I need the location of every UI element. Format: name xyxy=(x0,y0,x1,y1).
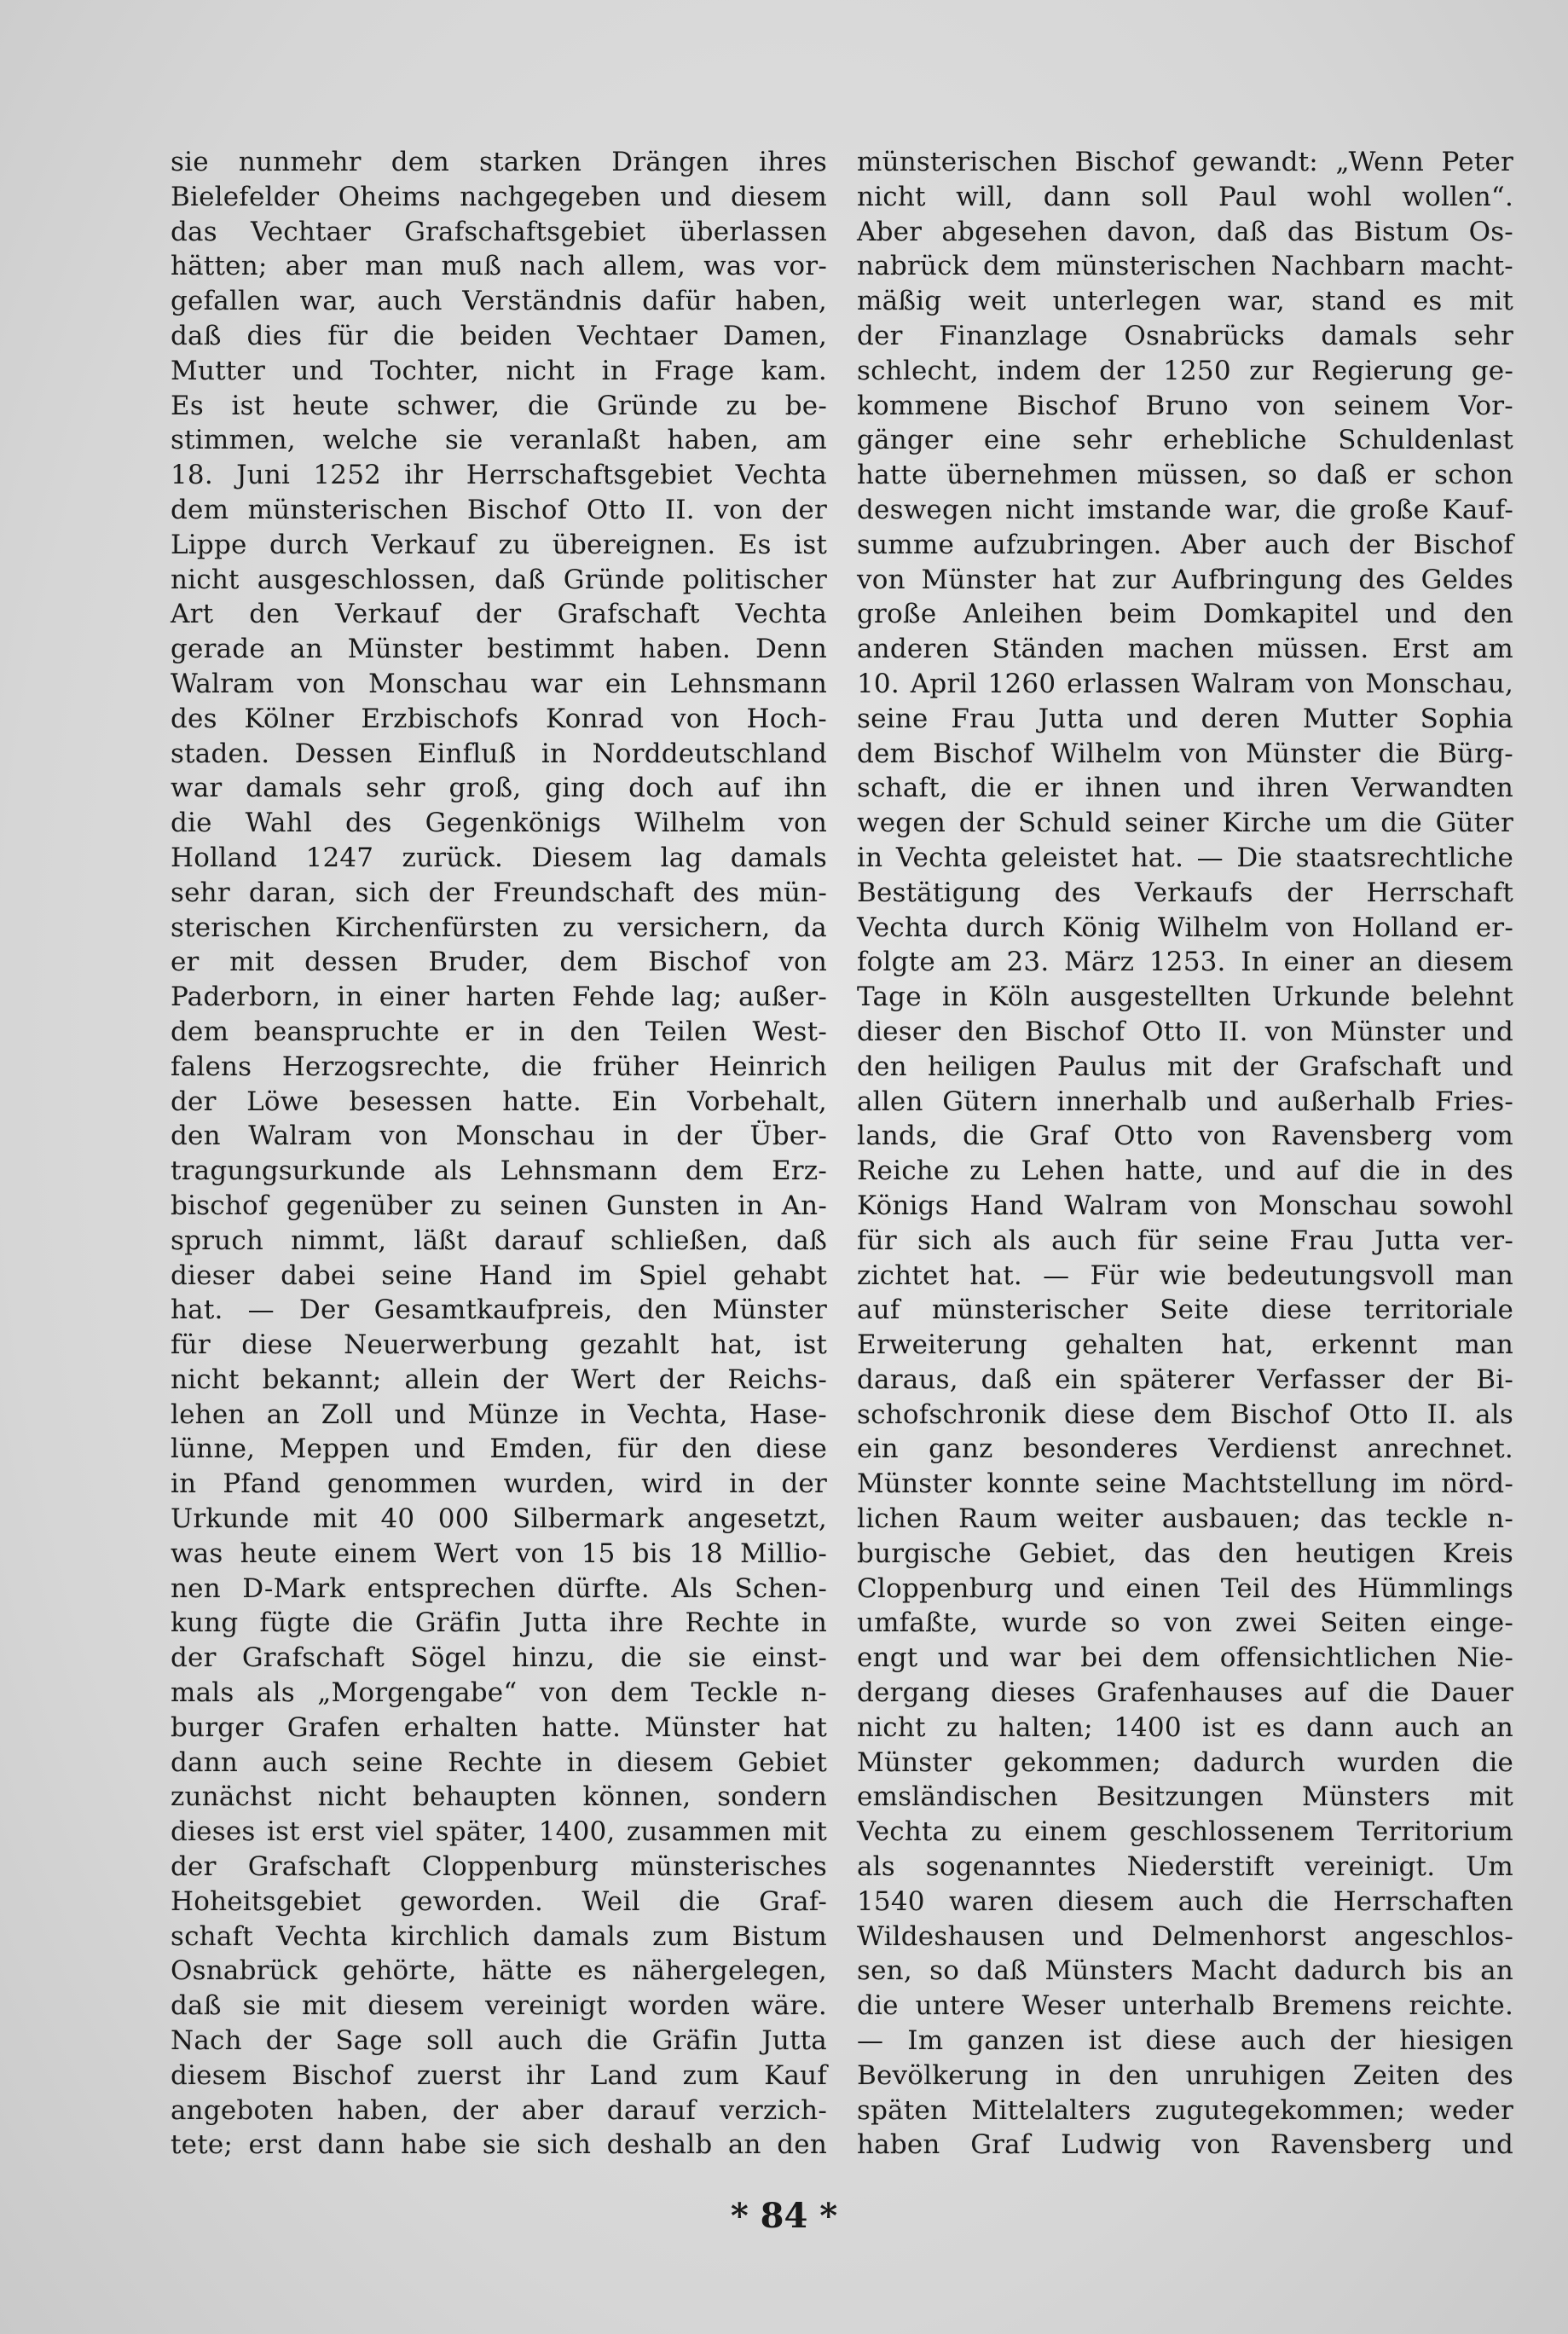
text-line: diesem Bischof zuerst ihr Land zum Kauf xyxy=(171,2059,827,2091)
text-line: gefallen war, auch Verständnis dafür haben, xyxy=(171,286,827,317)
text-line: staden. Dessen Einfluß in Norddeutschland xyxy=(171,738,827,769)
text-line: nen D-Mark entsprechen dürfte. Als Schen- xyxy=(171,1572,827,1604)
text-line: burger Grafen erhalten hatte. Münster hat xyxy=(171,1711,827,1743)
text-line: kung fügte die Gräfin Jutta ihre Rechte in xyxy=(171,1607,827,1639)
text-line: Königs Hand Walram von Monschau sowohl xyxy=(857,1190,1513,1221)
text-line: lands, die Graf Otto von Ravensberg vom xyxy=(857,1121,1513,1152)
text-line: hatte übernehmen müssen, so daß er schon xyxy=(857,460,1513,491)
text-column-right xyxy=(857,145,1513,2163)
text-line: späten Mittelalters zugutegekommen; weder xyxy=(857,2094,1513,2126)
text-line: schaft Vechta kirchlich damals zum Bistum xyxy=(171,1920,827,1952)
text-line: die Wahl des Gegenkönigs Wilhelm von xyxy=(171,808,827,839)
text-line: lichen Raum weiter ausbauen; das teckle n- xyxy=(857,1503,1513,1535)
text-line: das Vechtaer Grafschaftsgebiet überlassen xyxy=(171,216,827,247)
text-line: der Löwe besessen hatte. Ein Vorbehalt, xyxy=(171,1086,827,1117)
text-line: anderen Ständen machen müssen. Erst am xyxy=(857,634,1513,665)
text-line: schofschronik diese dem Bischof Otto II. als xyxy=(857,1399,1513,1430)
text-line: emsländischen Besitzungen Münsters mit xyxy=(857,1781,1513,1813)
text-line: münsterischen Bischof gewandt: „Wenn Peter xyxy=(857,147,1513,177)
text-line: dann auch seine Rechte in diesem Gebiet xyxy=(171,1746,827,1778)
text-line: er mit dessen Bruder, dem Bischof von xyxy=(171,947,827,978)
text-line: dem beanspruchte er in den Teilen West- xyxy=(171,1016,827,1047)
text-line: Lippe durch Verkauf zu übereignen. Es ist xyxy=(171,529,827,560)
text-line: dieser dabei seine Hand im Spiel gehabt xyxy=(171,1260,827,1291)
text-line: Vechta durch König Wilhelm von Holland er- xyxy=(857,912,1513,943)
text-line: mäßig weit unterlegen war, stand es mit xyxy=(857,286,1513,317)
text-line: gänger eine sehr erhebliche Schuldenlast xyxy=(857,425,1513,456)
text-line: burgische Gebiet, das den heutigen Kreis xyxy=(857,1538,1513,1569)
text-line: nicht bekannt; allein der Wert der Reichs- xyxy=(171,1364,827,1395)
text-line: nicht zu halten; 1400 ist es dann auch an xyxy=(857,1711,1513,1743)
text-line: lünne, Meppen und Emden, für den diese xyxy=(171,1433,827,1465)
text-line: stimmen, welche sie veranlaßt haben, am xyxy=(171,425,827,456)
text-line: der Grafschaft Sögel hinzu, die sie einst- xyxy=(171,1642,827,1674)
text-line: Mutter und Tochter, nicht in Frage kam. xyxy=(171,355,827,386)
text-line: Holland 1247 zurück. Diesem lag damals xyxy=(171,842,827,873)
text-line: sie nunmehr dem starken Drängen ihres xyxy=(171,147,827,177)
text-line: des Kölner Erzbischofs Konrad von Hoch- xyxy=(171,703,827,734)
text-line: folgte am 23. März 1253. In einer an diesem xyxy=(857,947,1513,978)
text-line: Aber abgesehen davon, daß das Bistum Os- xyxy=(857,216,1513,247)
text-line: Urkunde mit 40 000 Silbermark angesetzt, xyxy=(171,1503,827,1535)
text-line: bischof gegenüber zu seinen Gunsten in An- xyxy=(171,1190,827,1221)
text-line: zunächst nicht behaupten können, sondern xyxy=(171,1781,827,1813)
text-line: Wildeshausen und Delmenhorst angeschlos- xyxy=(857,1920,1513,1952)
text-line: nicht will, dann soll Paul wohl wollen“. xyxy=(857,181,1513,212)
text-line: den heiligen Paulus mit der Grafschaft und xyxy=(857,1051,1513,1082)
text-line: sen, so daß Münsters Macht dadurch bis an xyxy=(857,1955,1513,1987)
text-line: 18. Juni 1252 ihr Herrschaftsgebiet Vechta xyxy=(171,460,827,491)
text-line: deswegen nicht imstande war, die große Kauf- xyxy=(857,494,1513,525)
text-line: spruch nimmt, läßt darauf schließen, daß xyxy=(171,1225,827,1256)
text-line: der Grafschaft Cloppenburg münsterisches xyxy=(171,1851,827,1883)
text-line: Münster konnte seine Machtstellung im nörd- xyxy=(857,1468,1513,1500)
text-line: Bielefelder Oheims nachgegeben und diesem xyxy=(171,181,827,212)
text-line: engt und war bei dem offensichtlichen Nie- xyxy=(857,1642,1513,1674)
text-line: dieser den Bischof Otto II. von Münster und xyxy=(857,1016,1513,1047)
text-line: nicht ausgeschlossen, daß Gründe politischer xyxy=(171,564,827,595)
text-line: angeboten haben, der aber darauf verzich- xyxy=(171,2094,827,2126)
text-line: auf münsterischer Seite diese territoriale xyxy=(857,1294,1513,1326)
text-line: schlecht, indem der 1250 zur Regierung ge- xyxy=(857,355,1513,386)
text-line: daraus, daß ein späterer Verfasser der Bi- xyxy=(857,1364,1513,1395)
text-line: Hoheitsgebiet geworden. Weil die Graf- xyxy=(171,1885,827,1917)
text-line: was heute einem Wert von 15 bis 18 Millio- xyxy=(171,1538,827,1569)
text-line: ein ganz besonderes Verdienst anrechnet. xyxy=(857,1433,1513,1465)
text-line: zichtet hat. — Für wie bedeutungsvoll man xyxy=(857,1260,1513,1291)
text-line: haben Graf Ludwig von Ravensberg und xyxy=(857,2129,1513,2161)
text-line: Paderborn, in einer harten Fehde lag; außer- xyxy=(171,982,827,1013)
text-line: seine Frau Jutta und deren Mutter Sophia xyxy=(857,703,1513,734)
text-line: nabrück dem münsterischen Nachbarn macht- xyxy=(857,251,1513,282)
text-line: der Finanzlage Osnabrücks damals sehr xyxy=(857,320,1513,351)
text-line: den Walram von Monschau in der Über- xyxy=(171,1121,827,1152)
text-line: Nach der Sage soll auch die Gräfin Jutta xyxy=(171,2025,827,2057)
text-line: sehr daran, sich der Freundschaft des mün- xyxy=(171,877,827,908)
text-line: allen Gütern innerhalb und außerhalb Fries- xyxy=(857,1086,1513,1117)
text-line: in Pfand genommen wurden, wird in der xyxy=(171,1468,827,1500)
text-line: kommene Bischof Bruno von seinem Vor- xyxy=(857,390,1513,421)
text-line: für diese Neuerwerbung gezahlt hat, ist xyxy=(171,1329,827,1361)
text-line: schaft, die er ihnen und ihren Verwandten xyxy=(857,773,1513,804)
text-line: Erweiterung gehalten hat, erkennt man xyxy=(857,1329,1513,1361)
text-line: 10. April 1260 erlassen Walram von Monschau, xyxy=(857,668,1513,699)
text-line: umfaßte, wurde so von zwei Seiten einge- xyxy=(857,1607,1513,1639)
text-line: dem münsterischen Bischof Otto II. von der xyxy=(171,494,827,525)
text-line: summe aufzubringen. Aber auch der Bischof xyxy=(857,529,1513,560)
text-line: für sich als auch für seine Frau Jutta ver- xyxy=(857,1225,1513,1256)
text-line: mals als „Morgengabe“ von dem Teckle n- xyxy=(171,1677,827,1709)
text-line: von Münster hat zur Aufbringung des Geldes xyxy=(857,564,1513,595)
text-line: daß dies für die beiden Vechtaer Damen, xyxy=(171,320,827,351)
text-line: hat. — Der Gesamtkaufpreis, den Münster xyxy=(171,1294,827,1326)
text-line: die untere Weser unterhalb Bremens reichte. xyxy=(857,1990,1513,2022)
text-line: Osnabrück gehörte, hätte es nähergelegen, xyxy=(171,1955,827,1987)
text-line: war damals sehr groß, ging doch auf ihn xyxy=(171,773,827,804)
page-number: * 84 * xyxy=(730,2196,838,2236)
text-line: dergang dieses Grafenhauses auf die Dauer xyxy=(857,1677,1513,1709)
text-line: dieses ist erst viel später, 1400, zusammen mit xyxy=(171,1816,827,1848)
text-line: Bestätigung des Verkaufs der Herrschaft xyxy=(857,877,1513,908)
text-line: Vechta zu einem geschlossenem Territorium xyxy=(857,1816,1513,1848)
text-line: Münster gekommen; dadurch wurden die xyxy=(857,1746,1513,1778)
text-line: wegen der Schuld seiner Kirche um die Güter xyxy=(857,808,1513,839)
text-line: dem Bischof Wilhelm von Münster die Bürg- xyxy=(857,738,1513,769)
text-line: tete; erst dann habe sie sich deshalb an den xyxy=(171,2129,827,2161)
text-line: Es ist heute schwer, die Gründe zu be- xyxy=(171,390,827,421)
text-line: — Im ganzen ist diese auch der hiesigen xyxy=(857,2025,1513,2057)
text-line: Tage in Köln ausgestellten Urkunde belehnt xyxy=(857,982,1513,1013)
text-line: falens Herzogsrechte, die früher Heinrich xyxy=(171,1051,827,1082)
text-line: Cloppenburg und einen Teil des Hümmlings xyxy=(857,1572,1513,1604)
text-line: tragungsurkunde als Lehnsmann dem Erz- xyxy=(171,1155,827,1187)
text-line: in Vechta geleistet hat. — Die staatsrechtliche xyxy=(857,842,1513,873)
text-line: daß sie mit diesem vereinigt worden wäre. xyxy=(171,1990,827,2022)
text-line: Reiche zu Lehen hatte, und auf die in des xyxy=(857,1155,1513,1187)
text-line: Art den Verkauf der Grafschaft Vechta xyxy=(171,599,827,630)
text-line: Bevölkerung in den unruhigen Zeiten des xyxy=(857,2059,1513,2091)
text-line: sterischen Kirchenfürsten zu versichern, da xyxy=(171,912,827,943)
text-line: große Anleihen beim Domkapitel und den xyxy=(857,599,1513,630)
text-line: Walram von Monschau war ein Lehnsmann xyxy=(171,668,827,699)
text-line: als sogenanntes Niederstift vereinigt. Um xyxy=(857,1851,1513,1883)
text-line: gerade an Münster bestimmt haben. Denn xyxy=(171,634,827,665)
text-column-left xyxy=(171,145,827,2163)
text-line: hätten; aber man muß nach allem, was vor- xyxy=(171,251,827,282)
text-line: 1540 waren diesem auch die Herrschaften xyxy=(857,1885,1513,1917)
text-line: lehen an Zoll und Münze in Vechta, Hase- xyxy=(171,1399,827,1430)
